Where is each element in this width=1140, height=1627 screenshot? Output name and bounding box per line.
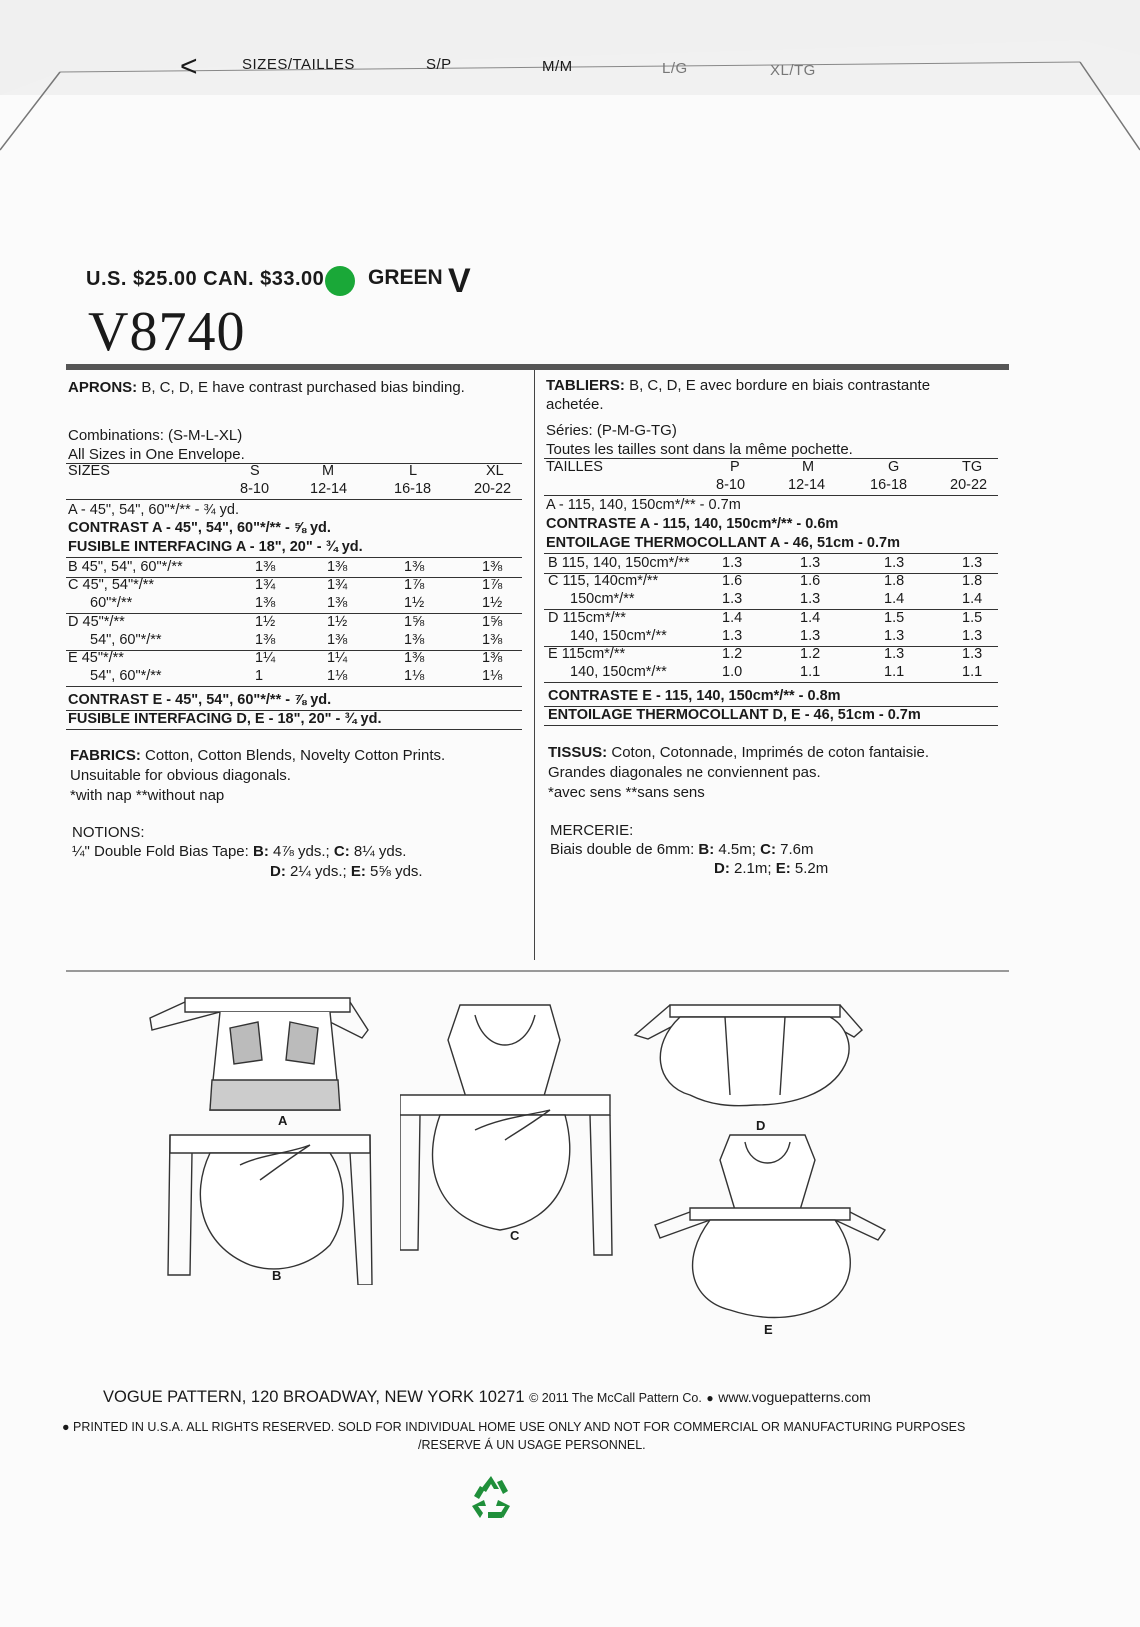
apron-e-illustration (650, 1130, 890, 1330)
french-row-value: 1.0 (722, 664, 743, 681)
rule (66, 499, 522, 500)
tabliers-text: B, C, D, E avec bordure en biais contrastante (629, 377, 931, 394)
rule (544, 553, 998, 554)
mercerie-line-2 (714, 859, 828, 878)
sizes-header-label: SIZES (68, 463, 110, 479)
rule (66, 463, 522, 464)
english-row-value: 1⅜ (255, 559, 276, 575)
french-row-value: 1.5 (884, 609, 905, 626)
english-row-value: 1⅛ (327, 668, 348, 685)
entoilage-a: ENTOILAGE THERMOCOLLANT A - 46, 51cm - 0.7m (546, 535, 900, 551)
english-row-label: E 45"*/** (68, 650, 124, 666)
price: U.S. $25.00 CAN. $33.00 (86, 268, 325, 290)
rule (66, 557, 522, 558)
english-row-value: 1⅝ (404, 613, 425, 630)
label-c: C (510, 1228, 520, 1243)
unsuitable: Unsuitable for obvious diagonals. (70, 767, 291, 784)
tissus-text: Coton, Cotonnade, Imprimés de coton fantaisie. (611, 744, 930, 761)
label-d: D (756, 1118, 766, 1133)
taille-tg: TG (962, 459, 983, 475)
french-row-label: D 115cm*/** (548, 609, 626, 626)
top-mm: M/M (542, 58, 573, 75)
english-row-value: 1 (255, 668, 264, 685)
notions-c-val: 8¼ yds. (353, 843, 407, 860)
french-row-value: 1.3 (800, 555, 821, 571)
footer-copyright: © 2011 The McCall Pattern Co. (529, 1391, 702, 1405)
tabliers-head: TABLIERS: (546, 377, 625, 394)
apron-b-illustration (160, 1125, 380, 1285)
english-row-value: 1½ (255, 613, 276, 630)
pattern-code: V8740 (88, 301, 246, 363)
english-row-label: D 45"*/** (68, 613, 125, 630)
footer-address-line (103, 1388, 871, 1407)
french-row-value: 1.3 (722, 627, 743, 644)
french-row-value: 1.3 (884, 555, 905, 571)
size-l: L (409, 463, 418, 479)
top-xltg: XL/TG (770, 62, 816, 79)
rule (66, 613, 522, 614)
english-row-value: 1⅞ (404, 577, 425, 594)
size-l-num: 16-18 (394, 481, 432, 497)
mercerie-e-val: 5.2m (794, 860, 829, 877)
english-row-value: 1½ (404, 595, 425, 612)
french-row-value: 1.3 (962, 627, 983, 644)
color-dot (325, 266, 355, 296)
notions-line-1 (72, 842, 406, 861)
label-a: A (278, 1113, 288, 1128)
french-row-value: 1.3 (722, 591, 743, 608)
series: Séries: (P-M-G-TG) (546, 422, 677, 439)
rule (544, 458, 998, 459)
size-m: M (322, 463, 335, 479)
tissus-head: TISSUS: (548, 744, 608, 761)
english-row-value: 1⅜ (327, 595, 348, 612)
top-sp: S/P (426, 56, 452, 73)
french-row-value: 1.3 (962, 555, 983, 571)
mercerie-line-1 (550, 840, 813, 859)
french-row-label: E 115cm*/** (548, 646, 626, 662)
french-row-value: 1.5 (962, 609, 983, 626)
french-row-label: B 115, 140, 150cm*/** (548, 555, 690, 571)
mercerie-e: E: (775, 860, 791, 877)
rule (66, 686, 522, 687)
column-divider (534, 370, 535, 960)
french-row-value: 1.8 (962, 573, 983, 590)
rule (544, 682, 998, 683)
top-arrow: < (180, 50, 199, 83)
mercerie-d: D: (714, 860, 730, 877)
english-row-value: 1⅜ (482, 631, 503, 648)
taille-m: M (802, 459, 815, 475)
illustration-rule (66, 970, 1009, 972)
french-row-value: 1.3 (884, 627, 905, 644)
top-sizes-label: SIZES/TAILLES (242, 56, 355, 73)
english-row-value: 1⅜ (482, 650, 503, 666)
french-row-value: 1.6 (800, 573, 821, 590)
footer-address: VOGUE PATTERN, 120 BROADWAY, NEW YORK 10271 (103, 1388, 525, 1406)
footer-bullet: ● (706, 1391, 714, 1405)
fusible-a: FUSIBLE INTERFACING A - 18", 20" - ¾ yd. (68, 539, 363, 555)
english-row-value: 1⅜ (482, 559, 503, 575)
envelope-fold-lines (0, 0, 1140, 200)
contraste-e: CONTRASTE E - 115, 140, 150cm*/** - 0.8m (548, 688, 841, 704)
taille-tg-num: 20-22 (950, 477, 988, 493)
contraste-a: CONTRASTE A - 115, 140, 150cm*/** - 0.6m (546, 516, 839, 532)
french-row-value: 1.2 (722, 646, 743, 662)
english-row-value: 1¼ (255, 650, 276, 666)
fabrics-head: FABRICS: (70, 747, 141, 764)
french-row-value: 1.2 (800, 646, 821, 662)
recycle-icon (466, 1472, 516, 1522)
english-row-value: 1½ (482, 595, 503, 612)
english-row-value: 1⅝ (482, 613, 503, 630)
tabliers-line (546, 376, 1006, 395)
french-row-value: 1.4 (800, 609, 821, 626)
english-row-value: 1⅜ (404, 559, 425, 575)
notions-e: E: (350, 863, 366, 880)
size-m-num: 12-14 (310, 481, 348, 497)
contrast-a: CONTRAST A - 45", 54", 60"*/** - ⅝ yd. (68, 520, 331, 536)
aprons-line (68, 378, 465, 397)
taille-m-num: 12-14 (788, 477, 826, 493)
vogue-v-logo: V (448, 262, 471, 300)
french-row-value: 1.1 (884, 664, 905, 681)
notions-d-val: 2¼ yds.; (290, 863, 347, 880)
mercerie-b-val: 4.5m; (718, 841, 756, 858)
english-row-value: 1⅛ (482, 668, 503, 685)
rule (66, 650, 522, 651)
entoilage-de: ENTOILAGE THERMOCOLLANT D, E - 46, 51cm - 0.7m (548, 707, 921, 723)
notions-e-val: 5⅝ yds. (370, 863, 423, 880)
english-row-label: 60"*/** (90, 595, 133, 612)
french-row-value: 1.6 (722, 573, 743, 590)
fr-line-a: A - 115, 140, 150cm*/** - 0.7m (546, 497, 741, 513)
footer-printed: PRINTED IN U.S.A. ALL RIGHTS RESERVED. SOLD FOR INDIVIDUAL HOME USE ONLY AND NOT FOR COMMERCIAL OR MANUFACTURING PURPOSES (73, 1420, 966, 1434)
taille-p-num: 8-10 (716, 477, 746, 493)
english-row-label: 54", 60"*/** (90, 668, 162, 685)
french-row-label: 140, 150cm*/** (570, 664, 667, 681)
mercerie-biais: Biais double de 6mm: (550, 841, 695, 858)
notions-d: D: (270, 863, 286, 880)
english-row-value: 1⅛ (404, 668, 425, 685)
english-row-value: 1⅜ (327, 631, 348, 648)
footer-website: www.voguepatterns.com (718, 1389, 871, 1405)
footer-printed-line (62, 1420, 965, 1434)
fabrics-text: Cotton, Cotton Blends, Novelty Cotton Prints. (145, 747, 446, 764)
french-row-value: 1.3 (722, 555, 743, 571)
line-a: A - 45", 54", 60"*/** - ¾ yd. (68, 502, 240, 518)
taille-g: G (888, 459, 900, 475)
taille-p: P (730, 459, 740, 475)
english-row-label: 54", 60"*/** (90, 631, 162, 648)
french-row-label: 140, 150cm*/** (570, 627, 667, 644)
mercerie-head: MERCERIE: (550, 822, 634, 839)
french-row-value: 1.3 (962, 646, 983, 662)
english-row-label: B 45", 54", 60"*/** (68, 559, 183, 575)
english-row-label: C 45", 54"*/** (68, 577, 155, 594)
french-row-value: 1.1 (800, 664, 821, 681)
label-b: B (272, 1268, 282, 1283)
diagonales: Grandes diagonales ne conviennent pas. (548, 764, 821, 781)
english-row-value: 1⅜ (404, 650, 425, 666)
size-s: S (250, 463, 260, 479)
french-row-value: 1.4 (962, 591, 983, 608)
english-row-value: 1⅞ (482, 577, 503, 594)
mercerie-c-val: 7.6m (780, 841, 814, 858)
top-lg: L/G (662, 60, 688, 77)
english-row-value: 1⅜ (327, 559, 348, 575)
apron-c-illustration (400, 1000, 620, 1260)
footer-reserve: /RESERVE Á UN USAGE PERSONNEL. (418, 1438, 646, 1452)
apron-a-illustration (140, 990, 370, 1120)
english-row-value: 1⅜ (255, 631, 276, 648)
french-row-value: 1.3 (800, 591, 821, 608)
english-row-value: 1⅜ (404, 631, 425, 648)
all-sizes: All Sizes in One Envelope. (68, 446, 245, 463)
mercerie-b: B: (698, 841, 715, 858)
rule (544, 725, 998, 726)
english-row-value: 1¼ (327, 650, 348, 666)
toutes: Toutes les tailles sont dans la même pochette. (546, 441, 853, 458)
notions-tape: ¼" Double Fold Bias Tape: (72, 843, 249, 860)
english-row-value: 1¾ (327, 577, 348, 594)
apron-d-illustration (630, 995, 870, 1115)
label-e: E (764, 1322, 773, 1337)
french-row-value: 1.4 (722, 609, 743, 626)
size-xl: XL (486, 463, 504, 479)
aprons-text: B, C, D, E have contrast purchased bias binding. (141, 379, 465, 396)
rule (66, 729, 522, 730)
taille-g-num: 16-18 (870, 477, 908, 493)
sens-legend: *avec sens **sans sens (548, 784, 705, 801)
header-rule (66, 364, 1009, 370)
french-row-value: 1.8 (884, 573, 905, 590)
mercerie-d-val: 2.1m; (734, 860, 772, 877)
size-s-num: 8-10 (240, 481, 270, 497)
french-row-value: 1.3 (800, 627, 821, 644)
footer-bullet-2: ● (62, 1420, 70, 1434)
tabliers-text-2: achetée. (546, 396, 604, 413)
english-row-value: 1½ (327, 613, 348, 630)
tissus-line (548, 743, 929, 762)
fusible-de: FUSIBLE INTERFACING D, E - 18", 20" - ¾ yd. (68, 711, 382, 727)
color-name: GREEN (368, 266, 443, 289)
french-row-value: 1.4 (884, 591, 905, 608)
notions-b-val: 4⅞ yds.; (273, 843, 330, 860)
fabrics-line (70, 746, 445, 765)
rule (544, 495, 998, 496)
combinations: Combinations: (S-M-L-XL) (68, 427, 243, 444)
contrast-e: CONTRAST E - 45", 54", 60"*/** - ⅞ yd. (68, 692, 332, 708)
french-row-value: 1.1 (962, 664, 983, 681)
notions-b: B: (253, 843, 269, 860)
english-row-value: 1¾ (255, 577, 276, 594)
aprons-head: APRONS: (68, 379, 138, 396)
notions-c: C: (333, 843, 350, 860)
tailles-header-label: TAILLES (546, 459, 603, 475)
nap-legend: *with nap **without nap (70, 787, 225, 804)
notions-head: NOTIONS: (72, 824, 145, 841)
mercerie-c: C: (760, 841, 776, 858)
notions-line-2 (270, 862, 423, 881)
french-row-label: C 115, 140cm*/** (548, 573, 659, 590)
size-xl-num: 20-22 (474, 481, 512, 497)
french-row-label: 150cm*/** (570, 591, 635, 608)
french-row-value: 1.3 (884, 646, 905, 662)
english-row-value: 1⅜ (255, 595, 276, 612)
